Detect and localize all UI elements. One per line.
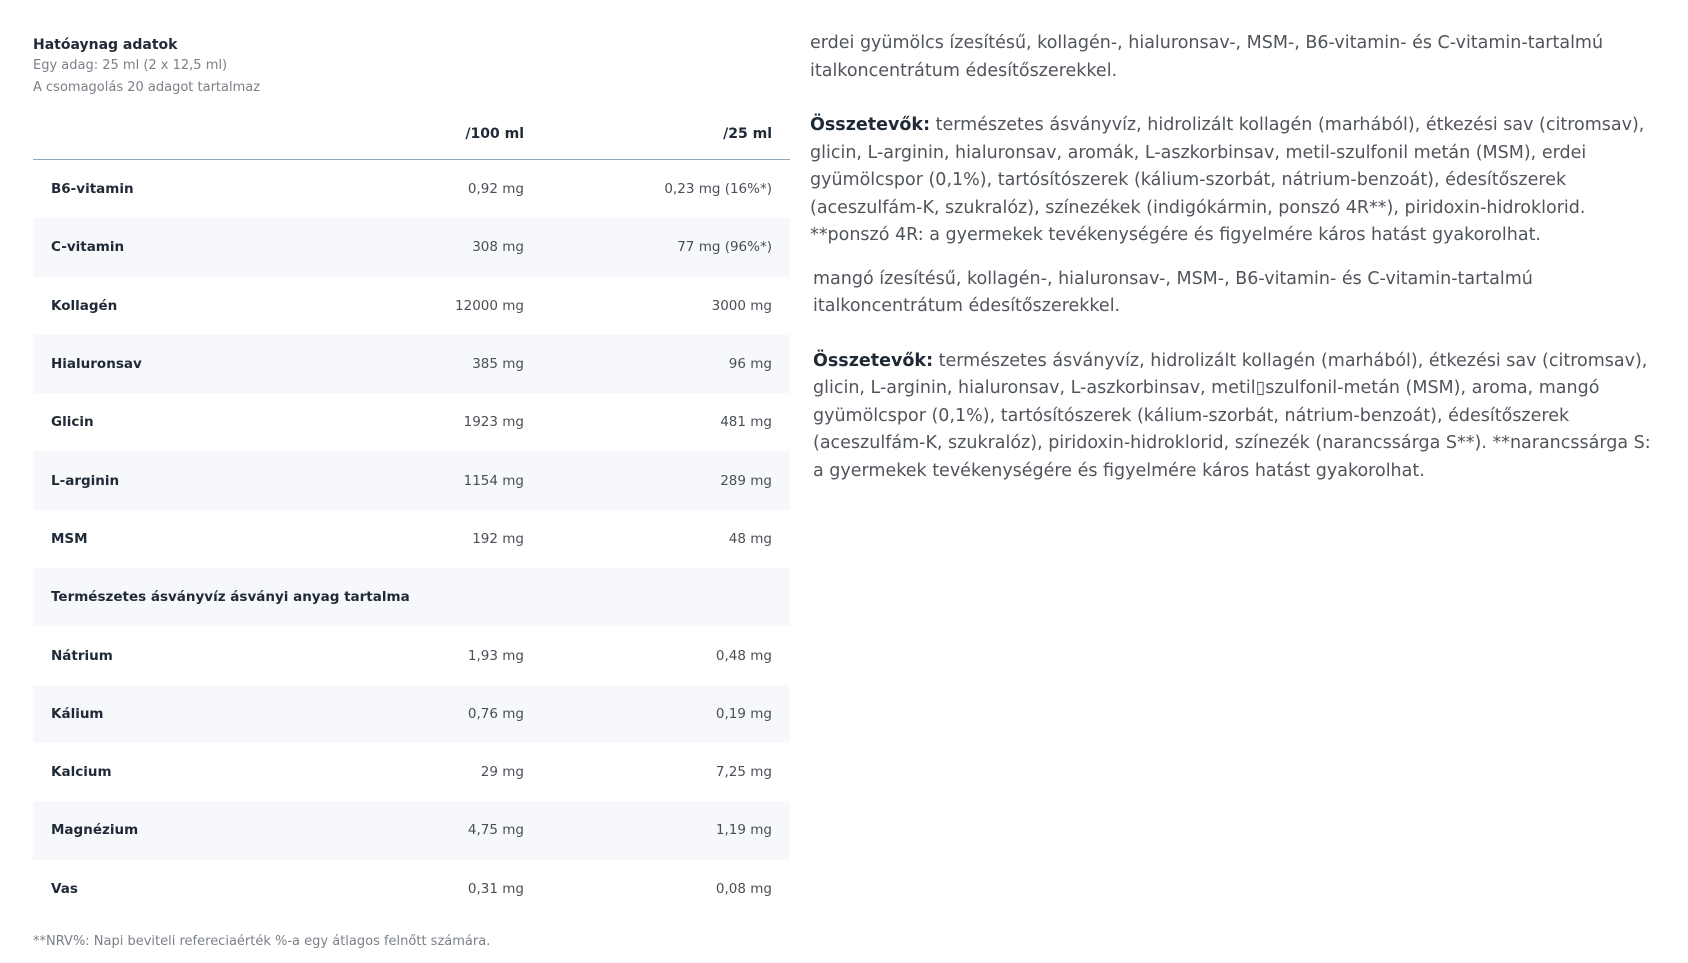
package-info: A csomagolás 20 adagot tartalmaz <box>33 80 261 95</box>
nutrient-name: Nátrium <box>51 647 113 664</box>
nutrient-name: B6-vitamin <box>51 181 134 198</box>
table-row <box>33 451 790 509</box>
value-per-100ml: 1154 mg <box>364 451 542 509</box>
value-per-25ml: 1,19 mg <box>542 801 790 859</box>
value-per-25ml: 48 mg <box>728 530 772 547</box>
nutrition-table <box>33 113 790 918</box>
product-description-mango: mangó ízesítésű, kollagén-, hialuronsav-, MSM-, B6-vitamin- és C-vitamin-tartalmú italkoncentrátum édesítőszerekkel. <box>813 268 1533 316</box>
table-row <box>33 510 790 568</box>
value-per-25ml: 3000 mg <box>711 297 772 314</box>
table-section-row <box>33 568 790 626</box>
panel-title: Hatóaynag adatok <box>33 37 178 53</box>
serving-size: Egy adag: 25 ml (2 x 12,5 ml) <box>33 58 228 73</box>
table-body <box>33 160 790 918</box>
ingredients-label: Összetevők: <box>813 350 934 371</box>
value-per-100ml: 385 mg <box>364 335 542 393</box>
table-row <box>33 160 790 219</box>
nutrient-name: L-arginin <box>33 451 364 509</box>
value-per-100ml: 308 mg <box>364 218 542 276</box>
product-description-forest-fruit: erdei gyümölcs ízesítésű, kollagén-, hialuronsav-, MSM-, B6-vitamin- és C-vitamin-tartalmú italkoncentrátum édesítőszerekkel. <box>810 33 1604 81</box>
value-per-25ml: 0,19 mg <box>542 685 790 743</box>
value-per-100ml: 1923 mg <box>463 414 524 431</box>
ingredients-label: Összetevők: <box>810 115 931 135</box>
ingredients-forest-fruit <box>810 112 1665 250</box>
value-per-100ml: 4,75 mg <box>364 801 542 859</box>
value-per-100ml: 12000 mg <box>455 297 524 314</box>
nutrient-name: Kálium <box>33 685 364 743</box>
table-row <box>33 277 790 335</box>
ingredients-text: természetes ásványvíz, hidrolizált kollagén (marhából), étkezési sav (citromsav), glicin, L-arginin, hialuronsav, aromák, L-aszkorbinsav, metil-szulfonil metán (MSM), erdei gyümölcspor (0,1%), tartósítószerek (kálium-szorbát, nátrium-benzoát), édesítőszerek (aceszulfám-K, szukralóz), színezékek (indigókármin, ponszó 4R**), piridoxin-hidroklorid. **ponszó 4R: a gyermekek tevékenységére és figyelmére káros hatást gyakorolhat. <box>810 115 1645 245</box>
value-per-25ml: 289 mg <box>542 451 790 509</box>
value-per-25ml: 96 mg <box>542 335 790 393</box>
value-per-100ml: 0,76 mg <box>364 685 542 743</box>
nutrient-name: Magnézium <box>33 801 364 859</box>
ingredients-mango <box>810 348 1665 486</box>
ingredients-panel <box>810 30 1665 485</box>
value-per-100ml: 0,92 mg <box>467 181 524 198</box>
value-per-25ml: 77 mg (96%*) <box>542 218 790 276</box>
value-per-25ml: 0,08 mg <box>715 880 772 897</box>
value-per-25ml: 7,25 mg <box>715 764 772 781</box>
table-row <box>33 860 790 918</box>
column-header-per-25ml: /25 ml <box>542 113 790 160</box>
footnote: **NRV%: Napi beviteli refereciaérték %-a egy átlagos felnőtt számára. <box>33 933 491 949</box>
nutrient-name: Kalcium <box>51 764 112 781</box>
nutrient-name: C-vitamin <box>33 218 364 276</box>
table-header-row <box>33 113 790 160</box>
section-title: Természetes ásványvíz ásványi anyag tartalma <box>33 568 790 626</box>
table-row <box>33 801 790 859</box>
value-per-100ml: 0,31 mg <box>467 880 524 897</box>
value-per-100ml: 29 mg <box>480 764 524 781</box>
nutrition-panel <box>33 33 790 949</box>
table-row <box>33 685 790 743</box>
column-header-name <box>33 113 364 160</box>
nutrient-name: Vas <box>51 880 78 897</box>
nutrient-name: Glicin <box>51 414 94 431</box>
value-per-25ml: 0,23 mg (16%*) <box>664 181 772 198</box>
table-row <box>33 335 790 393</box>
column-header-per-100ml: /100 ml <box>364 113 542 160</box>
table-row <box>33 743 790 801</box>
value-per-100ml: 192 mg <box>472 530 524 547</box>
nutrient-name: Kollagén <box>51 297 118 314</box>
nutrient-name: Hialuronsav <box>33 335 364 393</box>
table-row <box>33 218 790 276</box>
value-per-25ml: 0,48 mg <box>715 647 772 664</box>
nutrient-name: MSM <box>51 530 88 547</box>
table-row <box>33 393 790 451</box>
ingredients-text: természetes ásványvíz, hidrolizált kollagén (marhából), étkezési sav (citromsav), glicin, L-arginin, hialuronsav, L-aszkorbinsav, metil▯szulfonil-metán (MSM), aroma, mangó gyümölcspor (0,1%), tartósítószerek (kálium-szorbát, nátrium-benzoát), édesítőszerek (aceszulfám-K, szukralóz), piridoxin-hidroklorid, színezék (narancssárga S**). **narancssárga S: a gyermekek tevékenységére és figyelmére káros hatást gyakorolhat. <box>813 350 1651 481</box>
value-per-25ml: 481 mg <box>720 414 772 431</box>
table-row <box>33 626 790 684</box>
value-per-100ml: 1,93 mg <box>467 647 524 664</box>
